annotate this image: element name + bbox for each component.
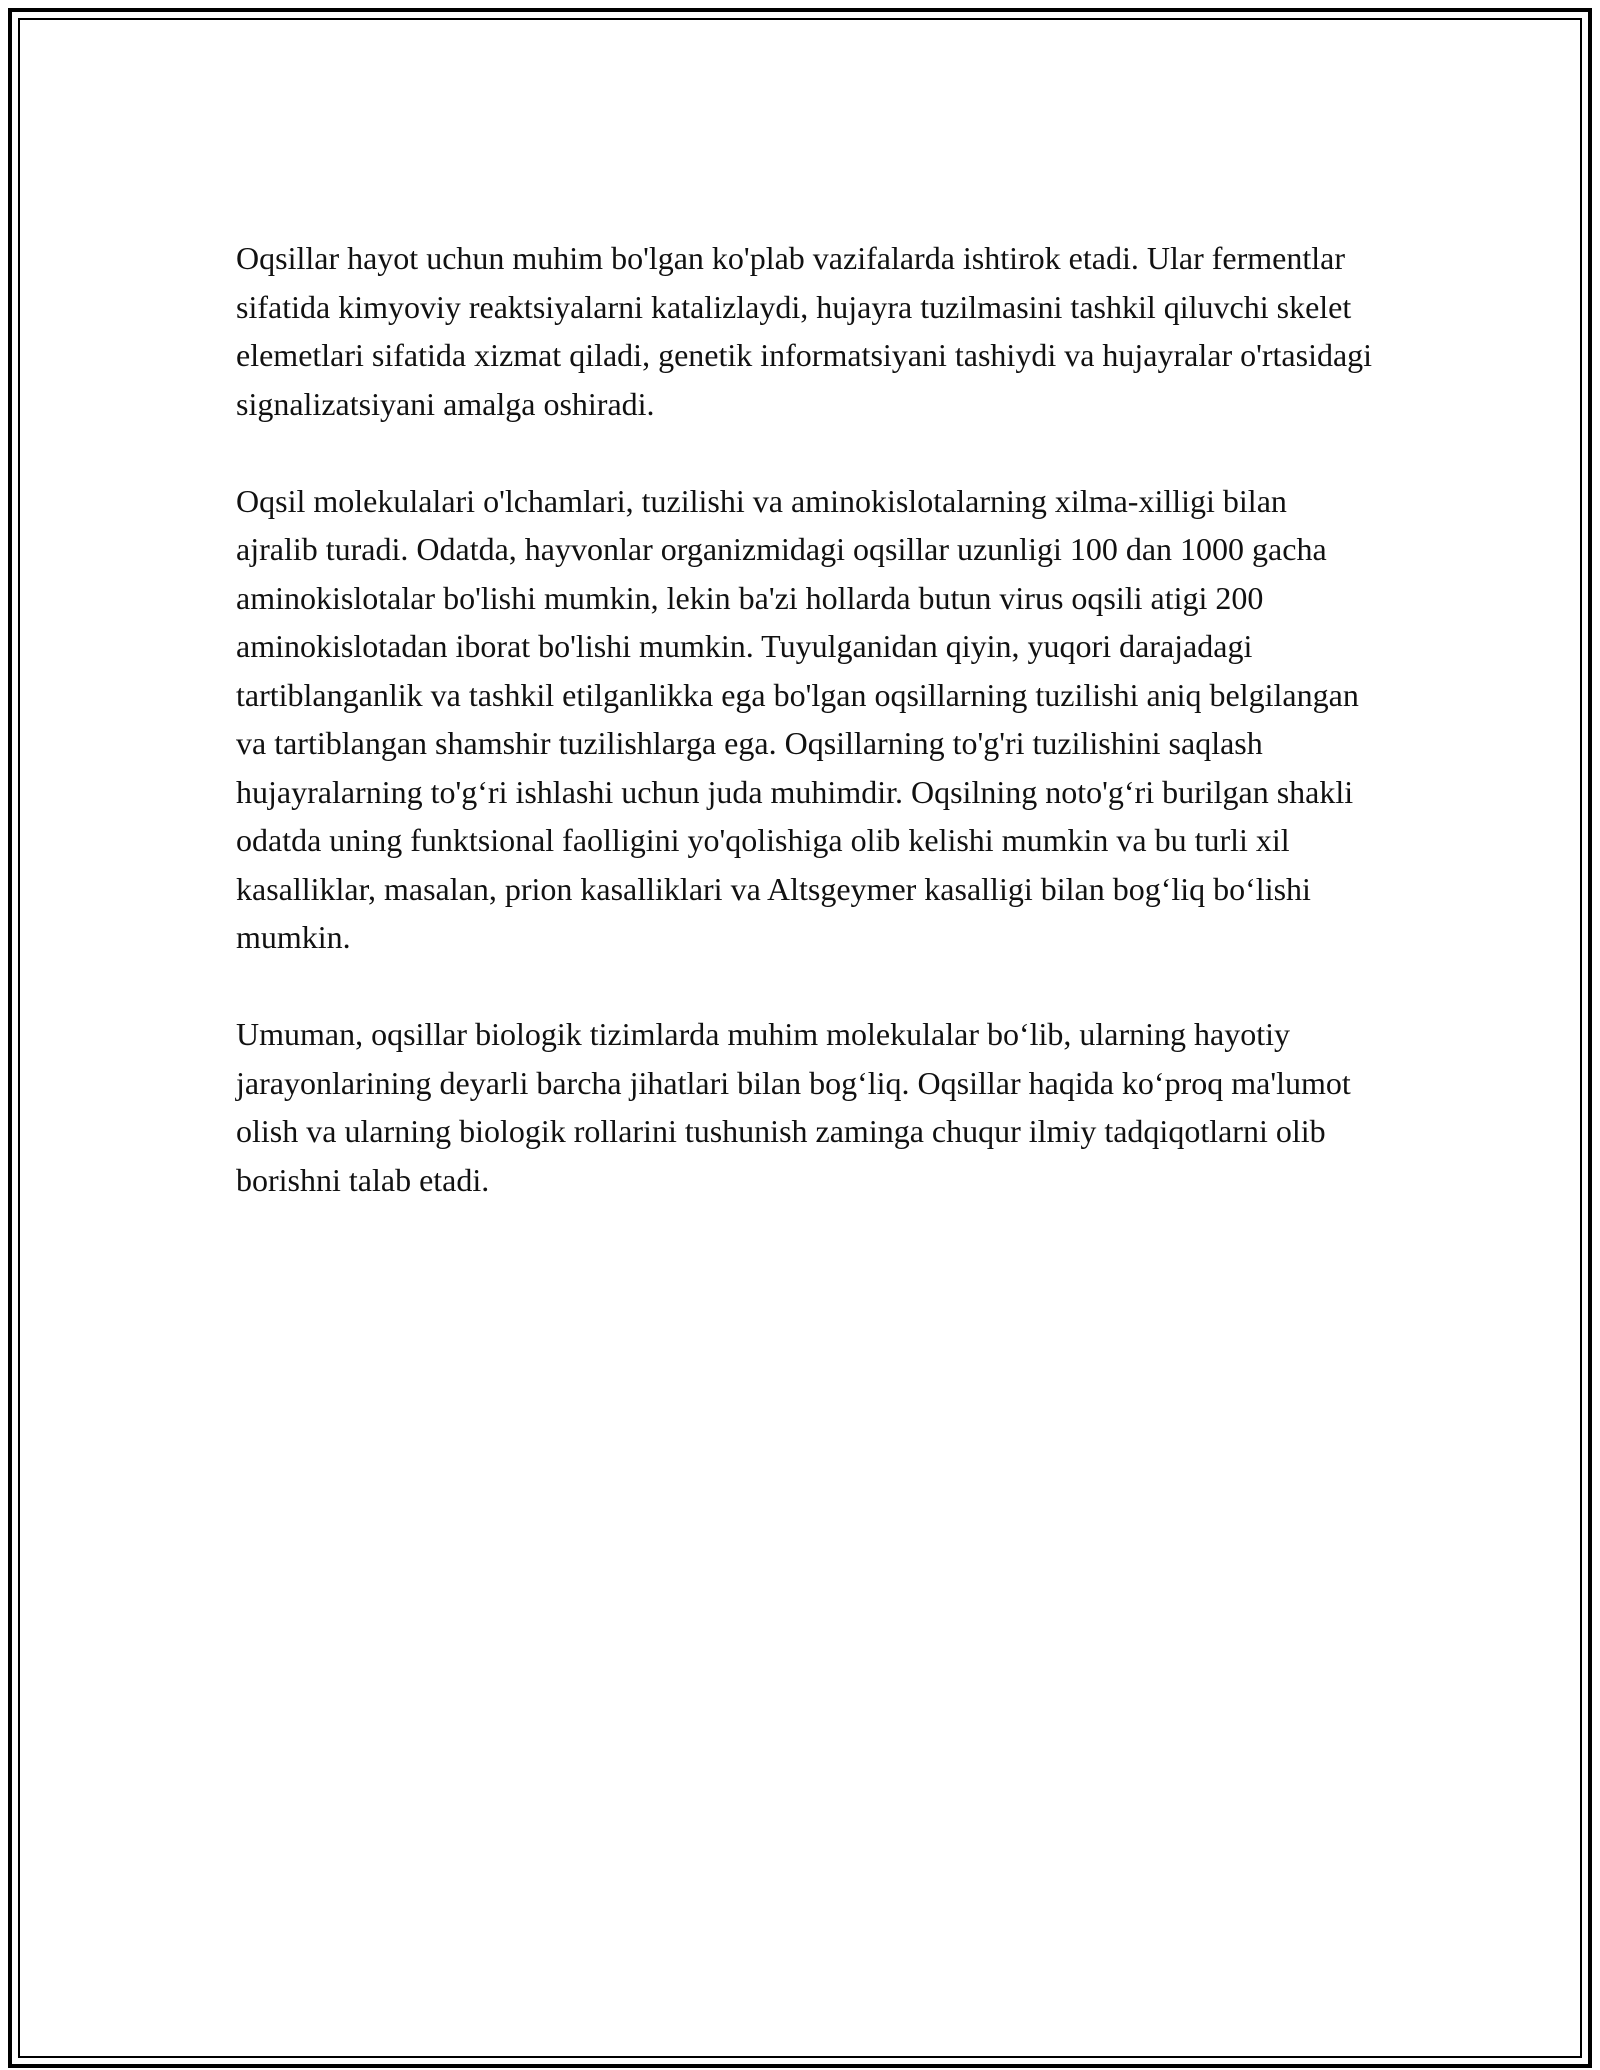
paragraph-2: Oqsil molekulalari o'lchamlari, tuzilishi va aminokislotalarning xilma-xilligi bilan ajralib turadi. Odatda, hayvonlar organizmidagi oqsillar uzunligi 100 dan 1000 gacha aminokislotalar bo'lishi mumkin, lekin ba'zi hollarda butun virus oqsili atigi 200 aminokislotadan iborat bo'lishi mumkin. Tuyulganidan qiyin, yuqori darajadagi tartiblanganlik va tashkil etilganlikka ega bo'lgan oqsillarning tuzilishi aniq belgilangan va tartiblangan shamshir tuzilishlarga ega. Oqsillarning to'g'ri tuzilishini saqlash hujayralarning to'g‘ri ishlashi uchun juda muhimdir. Oqsilning noto'g‘ri burilgan shakli odatda uning funktsional faolligini yo'qolishiga olib kelishi mumkin va bu turli xil kasalliklar, masalan, prion kasalliklari va Altsgeymer kasalligi bilan bog‘liq bo‘lishi mumkin. — [236, 482, 1359, 955]
document-body — [236, 234, 1376, 1253]
paragraph-1: Oqsillar hayot uchun muhim bo'lgan ko'plab vazifalarda ishtirok etadi. Ular fermentlar sifatida kimyoviy reaktsiyalarni katalizlaydi, hujayra tuzilmasini tashkil qiluvchi skelet elemetlari sifatida xizmat qiladi, genetik informatsiyani tashiydi va hujayralar o'rtasidagi signalizatsiyani amalga oshiradi. — [236, 240, 1373, 422]
paragraph-3: Umuman, oqsillar biologik tizimlarda muhim molekulalar bo‘lib, ularning hayotiy jarayonlarining deyarli barcha jihatlari bilan bog‘liq. Oqsillar haqida ko‘proq ma'lumot olish va ularning biologik rollarini tushunish zaminga chuqur ilmiy tadqiqotlarni olib borishni talab etadi. — [236, 1016, 1351, 1198]
